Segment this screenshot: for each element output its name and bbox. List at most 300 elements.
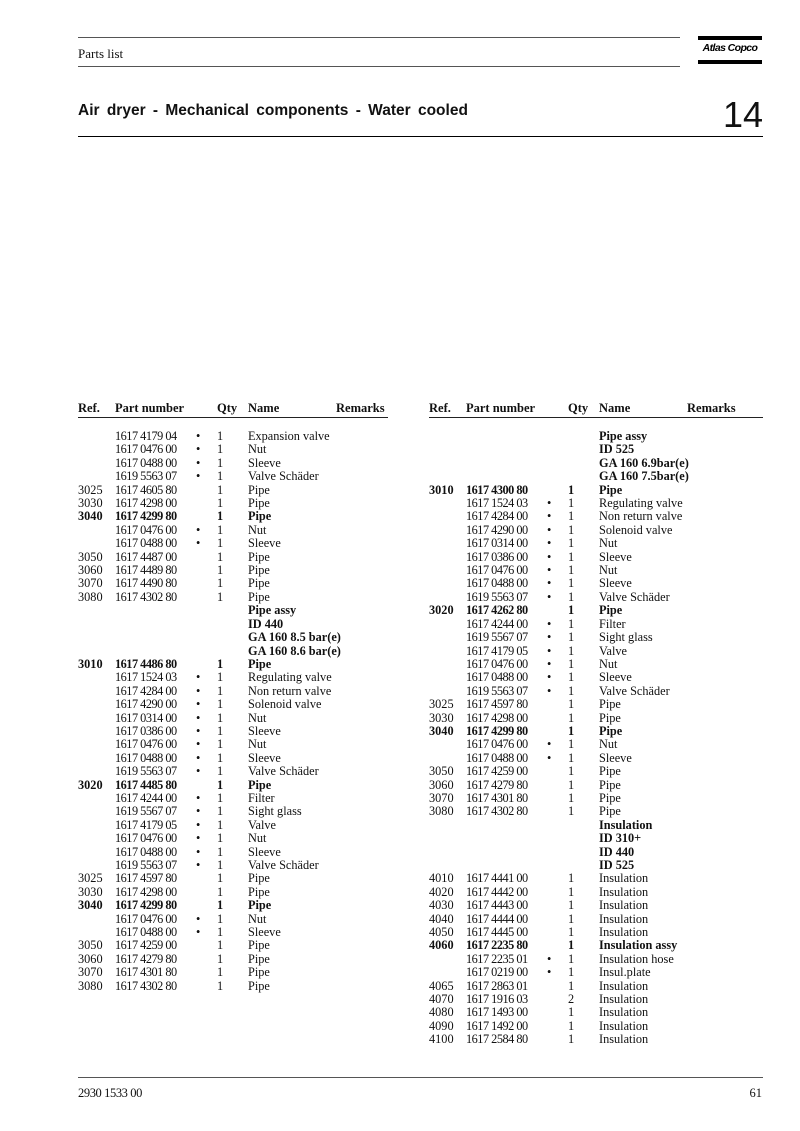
- qty-cell: 1: [568, 522, 575, 537]
- table-row: [78, 832, 412, 845]
- table-row: [429, 430, 763, 443]
- part-number-cell: 1617 1524 03: [115, 670, 177, 685]
- name-cell: Pipe: [599, 710, 621, 725]
- table-header-rule-right: [429, 417, 763, 418]
- item-marker: •: [547, 750, 552, 765]
- qty-cell: 1: [217, 831, 224, 846]
- table-row: [429, 859, 763, 872]
- item-marker: •: [547, 536, 552, 551]
- qty-cell: 1: [568, 496, 575, 511]
- table-header-rule-left: [78, 417, 388, 418]
- qty-cell: 1: [217, 965, 224, 980]
- part-number-cell: 1617 4301 80: [115, 965, 177, 980]
- item-marker: •: [196, 737, 201, 752]
- table-row: [78, 537, 412, 550]
- qty-cell: 1: [217, 925, 224, 940]
- ref-cell: 3020: [78, 777, 103, 792]
- ref-cell: 3080: [78, 589, 103, 604]
- part-number-cell: 1617 4179 05: [115, 817, 177, 832]
- name-cell: Filter: [599, 616, 626, 631]
- name-cell: ID 440: [599, 844, 635, 859]
- table-body: [78, 430, 412, 993]
- qty-cell: 1: [568, 911, 575, 926]
- ref-cell: 3025: [78, 871, 103, 886]
- qty-cell: 1: [568, 549, 575, 564]
- qty-cell: 1: [217, 670, 224, 685]
- qty-cell: 1: [568, 509, 575, 524]
- qty-cell: 1: [568, 643, 575, 658]
- part-number-cell: 1617 4284 00: [115, 683, 177, 698]
- item-marker: •: [547, 965, 552, 980]
- part-number-cell: 1617 4300 80: [466, 482, 528, 497]
- item-marker: •: [196, 683, 201, 698]
- part-number-cell: 1617 4597 80: [466, 697, 528, 712]
- table-row: [429, 524, 763, 537]
- name-cell: Nut: [248, 522, 267, 537]
- item-marker: •: [547, 563, 552, 578]
- table-row: [429, 752, 763, 765]
- table-row: [78, 671, 412, 684]
- part-number-cell: 1617 0488 00: [115, 455, 177, 470]
- col-qty: Qty: [217, 401, 238, 415]
- part-number-cell: 1617 0476 00: [466, 656, 528, 671]
- table-row: [78, 899, 412, 912]
- name-cell: ID 525: [599, 858, 635, 872]
- ref-cell: 3060: [78, 563, 103, 578]
- ref-cell: 3010: [78, 656, 103, 671]
- qty-cell: 1: [568, 804, 575, 819]
- qty-cell: 1: [217, 817, 224, 832]
- part-number-cell: 1617 4489 80: [115, 563, 177, 578]
- qty-cell: 1: [568, 670, 575, 685]
- table-body: [429, 430, 763, 1047]
- qty-cell: 1: [217, 482, 224, 497]
- table-row: [78, 510, 412, 523]
- table-row: [429, 913, 763, 926]
- qty-cell: 1: [568, 697, 575, 712]
- table-row: [78, 765, 412, 778]
- name-cell: Pipe: [248, 563, 270, 578]
- table-row: [78, 497, 412, 510]
- part-number-cell: 1617 4298 00: [466, 710, 528, 725]
- item-marker: •: [196, 429, 201, 443]
- name-cell: Nut: [248, 737, 267, 752]
- ref-cell: 3050: [78, 549, 103, 564]
- table-row: [78, 805, 412, 818]
- part-number-cell: 1619 5563 07: [115, 469, 177, 484]
- table-row: [429, 939, 763, 952]
- part-number-cell: 1617 4490 80: [115, 576, 177, 591]
- table-row: [429, 443, 763, 456]
- ref-cell: 3030: [78, 884, 103, 899]
- table-row: [78, 698, 412, 711]
- name-cell: GA 160 7.5bar(e): [599, 469, 689, 484]
- ref-cell: 3050: [78, 938, 103, 953]
- table-row: [78, 819, 412, 832]
- qty-cell: 1: [217, 723, 224, 738]
- part-number-cell: 1617 0488 00: [115, 844, 177, 859]
- name-cell: Pipe: [248, 549, 270, 564]
- name-cell: Regulating valve: [248, 670, 332, 685]
- name-cell: Pipe assy: [599, 429, 648, 443]
- qty-cell: 1: [217, 951, 224, 966]
- table-row: [429, 551, 763, 564]
- table-row: [78, 872, 412, 885]
- part-number-cell: 1617 4284 00: [466, 509, 528, 524]
- qty-cell: 1: [217, 509, 224, 524]
- table-row: [429, 926, 763, 939]
- part-number-cell: 1617 0476 00: [115, 737, 177, 752]
- table-row: [78, 484, 412, 497]
- name-cell: Insulation: [599, 925, 649, 940]
- name-cell: Pipe: [248, 589, 270, 604]
- qty-cell: 1: [568, 576, 575, 591]
- name-cell: Insulation: [599, 884, 649, 899]
- part-number-cell: 1617 4244 00: [466, 616, 528, 631]
- table-row: [429, 591, 763, 604]
- part-number-cell: 1617 0488 00: [466, 576, 528, 591]
- qty-cell: 1: [568, 1005, 575, 1020]
- qty-cell: 1: [568, 1018, 575, 1033]
- name-cell: GA 160 8.5 bar(e): [248, 630, 341, 645]
- name-cell: Pipe: [248, 496, 270, 511]
- table-row: [78, 591, 412, 604]
- name-cell: Pipe: [248, 965, 270, 980]
- part-number-cell: 1617 2863 01: [466, 978, 528, 993]
- qty-cell: 1: [217, 429, 224, 443]
- ref-cell: 4090: [429, 1018, 454, 1033]
- table-row: [429, 1020, 763, 1033]
- name-cell: Nut: [599, 656, 618, 671]
- table-header: [78, 401, 388, 417]
- table-row: [429, 886, 763, 899]
- table-row: [78, 712, 412, 725]
- name-cell: ID 310+: [599, 831, 642, 846]
- table-row: [429, 792, 763, 805]
- qty-cell: 1: [217, 804, 224, 819]
- name-cell: Pipe: [248, 576, 270, 591]
- name-cell: Nut: [248, 710, 267, 725]
- qty-cell: 1: [568, 536, 575, 551]
- name-cell: Non return valve: [248, 683, 332, 698]
- name-cell: Sleeve: [248, 925, 281, 940]
- table-row: [429, 725, 763, 738]
- part-number-cell: 1617 4486 80: [115, 656, 177, 671]
- qty-cell: 1: [217, 884, 224, 899]
- name-cell: ID 525: [599, 442, 635, 457]
- name-cell: Pipe: [599, 777, 621, 792]
- table-row: [429, 671, 763, 684]
- qty-cell: 1: [568, 871, 575, 886]
- ref-cell: 4020: [429, 884, 454, 899]
- part-number-cell: 1617 4290 00: [466, 522, 528, 537]
- qty-cell: 1: [217, 710, 224, 725]
- table-row: [429, 1006, 763, 1019]
- name-cell: Sleeve: [599, 549, 632, 564]
- part-number-cell: 1617 4445 00: [466, 925, 528, 940]
- table-row: [429, 604, 763, 617]
- qty-cell: 1: [217, 790, 224, 805]
- name-cell: Sleeve: [248, 536, 281, 551]
- item-marker: •: [547, 589, 552, 604]
- ref-cell: 3025: [429, 697, 454, 712]
- col-name: Name: [248, 401, 280, 415]
- table-row: [78, 457, 412, 470]
- qty-cell: 1: [568, 630, 575, 645]
- name-cell: Sight glass: [248, 804, 302, 819]
- table-row: [78, 604, 412, 617]
- item-marker: •: [196, 764, 201, 779]
- table-row: [429, 872, 763, 885]
- table-row: [429, 993, 763, 1006]
- qty-cell: 1: [568, 938, 575, 953]
- part-number-cell: 1619 5563 07: [115, 764, 177, 779]
- part-number-cell: 1619 5563 07: [466, 683, 528, 698]
- item-marker: •: [547, 549, 552, 564]
- table-row: [429, 819, 763, 832]
- qty-cell: 1: [217, 978, 224, 993]
- part-number-cell: 1617 0219 00: [466, 965, 528, 980]
- table-row: [78, 564, 412, 577]
- ref-cell: 3025: [78, 482, 103, 497]
- name-cell: Sleeve: [248, 844, 281, 859]
- name-cell: Regulating valve: [599, 496, 683, 511]
- table-row: [429, 779, 763, 792]
- name-cell: ID 440: [248, 616, 284, 631]
- name-cell: Nut: [599, 737, 618, 752]
- name-cell: Sleeve: [599, 576, 632, 591]
- name-cell: Sight glass: [599, 630, 653, 645]
- qty-cell: 1: [217, 589, 224, 604]
- part-number-cell: 1617 0476 00: [115, 442, 177, 457]
- ref-cell: 3070: [78, 576, 103, 591]
- name-cell: Solenoid valve: [599, 522, 673, 537]
- ref-cell: 3080: [429, 804, 454, 819]
- qty-cell: 1: [568, 589, 575, 604]
- qty-cell: 1: [217, 764, 224, 779]
- ref-cell: 4010: [429, 871, 454, 886]
- ref-cell: 4040: [429, 911, 454, 926]
- name-cell: Insulation: [599, 1005, 649, 1020]
- ref-cell: 3030: [78, 496, 103, 511]
- name-cell: Pipe: [599, 764, 621, 779]
- item-marker: •: [196, 670, 201, 685]
- name-cell: Pipe: [599, 723, 623, 738]
- table-row: [78, 551, 412, 564]
- table-row: [429, 618, 763, 631]
- table-row: [429, 765, 763, 778]
- name-cell: Pipe assy: [248, 603, 297, 618]
- part-number-cell: 1617 4279 80: [115, 951, 177, 966]
- item-marker: •: [196, 790, 201, 805]
- part-number-cell: 1617 0386 00: [466, 549, 528, 564]
- qty-cell: 1: [568, 978, 575, 993]
- part-number-cell: 1617 0476 00: [115, 911, 177, 926]
- col-remarks: Remarks: [336, 401, 385, 415]
- header-label: Parts list: [78, 46, 124, 61]
- logo-bar-bottom: [698, 60, 762, 64]
- part-number-cell: 1617 4441 00: [466, 871, 528, 886]
- table-row: [429, 899, 763, 912]
- ref-cell: 3070: [429, 790, 454, 805]
- qty-cell: 1: [217, 858, 224, 872]
- name-cell: Nut: [248, 911, 267, 926]
- qty-cell: 1: [568, 777, 575, 792]
- name-cell: Pipe: [248, 777, 272, 792]
- qty-cell: 1: [568, 790, 575, 805]
- footer-rule: [78, 1077, 763, 1078]
- item-marker: •: [196, 911, 201, 926]
- part-number-cell: 1617 4298 00: [115, 884, 177, 899]
- table-row: [78, 738, 412, 751]
- qty-cell: 1: [568, 965, 575, 980]
- table-row: [78, 886, 412, 899]
- qty-cell: 1: [217, 683, 224, 698]
- item-marker: •: [196, 804, 201, 819]
- item-marker: •: [196, 723, 201, 738]
- qty-cell: 1: [568, 750, 575, 765]
- name-cell: Pipe: [248, 978, 270, 993]
- name-cell: Sleeve: [248, 455, 281, 470]
- name-cell: Insul.plate: [599, 965, 651, 980]
- item-marker: •: [196, 522, 201, 537]
- name-cell: Nut: [599, 563, 618, 578]
- table-row: [429, 832, 763, 845]
- item-marker: •: [547, 522, 552, 537]
- atlas-copco-logo: [698, 36, 762, 66]
- qty-cell: 1: [217, 777, 224, 792]
- name-cell: Insulation: [599, 898, 649, 913]
- table-row: [429, 645, 763, 658]
- item-marker: •: [196, 817, 201, 832]
- part-number-cell: 1617 4487 00: [115, 549, 177, 564]
- table-row: [78, 779, 412, 792]
- qty-cell: 1: [217, 455, 224, 470]
- table-row: [78, 980, 412, 993]
- table-row: [429, 953, 763, 966]
- item-marker: •: [196, 469, 201, 484]
- col-name: Name: [599, 401, 631, 415]
- name-cell: Nut: [248, 831, 267, 846]
- table-row: [78, 953, 412, 966]
- table-row: [429, 484, 763, 497]
- item-marker: •: [196, 831, 201, 846]
- qty-cell: 1: [568, 723, 575, 738]
- name-cell: Pipe: [248, 884, 270, 899]
- qty-cell: 1: [217, 442, 224, 457]
- table-row: [78, 577, 412, 590]
- part-number-cell: 1617 1493 00: [466, 1005, 528, 1020]
- part-number-cell: 1617 0476 00: [466, 563, 528, 578]
- qty-cell: 1: [217, 549, 224, 564]
- name-cell: Pipe: [248, 482, 270, 497]
- name-cell: Sleeve: [599, 750, 632, 765]
- ref-cell: 4070: [429, 992, 454, 1007]
- part-number-cell: 1619 5567 07: [466, 630, 528, 645]
- part-number-cell: 1617 4302 80: [115, 978, 177, 993]
- table-row: [78, 430, 412, 443]
- name-cell: Pipe: [248, 509, 272, 524]
- part-number-cell: 1617 4605 80: [115, 482, 177, 497]
- name-cell: Filter: [248, 790, 275, 805]
- ref-cell: 3020: [429, 603, 454, 618]
- table-row: [429, 631, 763, 644]
- name-cell: Sleeve: [248, 750, 281, 765]
- item-marker: •: [196, 697, 201, 712]
- qty-cell: 1: [568, 764, 575, 779]
- item-marker: •: [196, 750, 201, 765]
- qty-cell: 1: [217, 911, 224, 926]
- part-number-cell: 1617 0488 00: [466, 750, 528, 765]
- name-cell: Insulation: [599, 978, 649, 993]
- table-row: [78, 966, 412, 979]
- table-row: [429, 712, 763, 725]
- qty-cell: 1: [568, 683, 575, 698]
- table-row: [78, 913, 412, 926]
- name-cell: GA 160 6.9bar(e): [599, 455, 689, 470]
- name-cell: Insulation: [599, 871, 649, 886]
- table-row: [78, 658, 412, 671]
- name-cell: Pipe: [248, 898, 272, 913]
- name-cell: Insulation: [599, 1018, 649, 1033]
- name-cell: Insulation: [599, 992, 649, 1007]
- qty-cell: 1: [568, 737, 575, 752]
- parts-table-right: [429, 401, 739, 1047]
- qty-cell: 1: [217, 750, 224, 765]
- ref-cell: 4080: [429, 1005, 454, 1020]
- table-row: [429, 510, 763, 523]
- part-number-cell: 1617 0314 00: [466, 536, 528, 551]
- part-number-cell: 1617 4444 00: [466, 911, 528, 926]
- item-marker: •: [547, 737, 552, 752]
- qty-cell: 1: [217, 697, 224, 712]
- page-title: Air dryer - Mechanical components - Water cooled: [78, 102, 468, 119]
- table-row: [429, 577, 763, 590]
- header-rule-top: [78, 37, 680, 38]
- item-marker: •: [547, 643, 552, 658]
- item-marker: •: [547, 670, 552, 685]
- table-header: [429, 401, 739, 417]
- item-marker: •: [547, 656, 552, 671]
- part-number-cell: 1617 4298 00: [115, 496, 177, 511]
- name-cell: Expansion valve: [248, 429, 330, 443]
- part-number-cell: 1617 0476 00: [115, 522, 177, 537]
- part-number-cell: 1617 4179 05: [466, 643, 528, 658]
- qty-cell: 1: [217, 737, 224, 752]
- table-row: [78, 443, 412, 456]
- qty-cell: 1: [217, 844, 224, 859]
- name-cell: Pipe: [599, 482, 623, 497]
- item-marker: •: [196, 536, 201, 551]
- name-cell: Sleeve: [248, 723, 281, 738]
- ref-cell: 3060: [78, 951, 103, 966]
- name-cell: Pipe: [599, 603, 623, 618]
- header-rule-bottom: [78, 66, 680, 67]
- part-number-cell: 1617 4302 80: [115, 589, 177, 604]
- qty-cell: 1: [568, 898, 575, 913]
- col-part: Part number: [466, 401, 536, 415]
- table-row: [429, 658, 763, 671]
- part-number-cell: 1619 5567 07: [115, 804, 177, 819]
- part-number-cell: 1617 2584 80: [466, 1032, 528, 1047]
- table-row: [78, 752, 412, 765]
- name-cell: Sleeve: [599, 670, 632, 685]
- chapter-number: 14: [722, 94, 763, 135]
- qty-cell: 1: [568, 482, 575, 497]
- table-row: [429, 537, 763, 550]
- ref-cell: 3040: [78, 509, 103, 524]
- part-number-cell: 1617 0314 00: [115, 710, 177, 725]
